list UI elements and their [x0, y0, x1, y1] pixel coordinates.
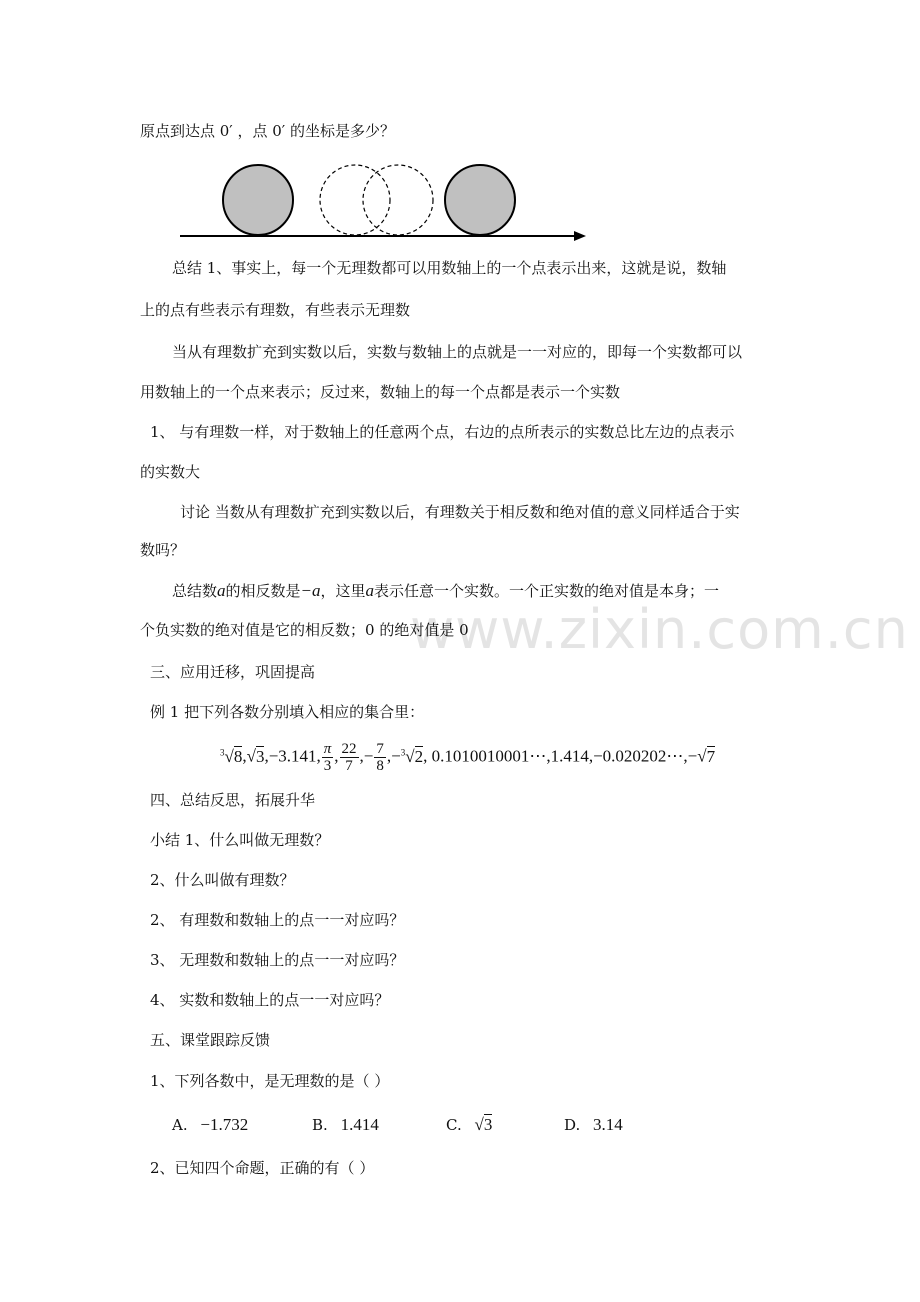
variable-a: a: [217, 581, 226, 600]
discussion-line-2: 数吗？: [140, 541, 186, 559]
question-line: 原点到达点 0′ ，点 0′ 的坐标是多少？: [140, 122, 395, 140]
option-a: [172, 1114, 248, 1136]
paragraph-3-line-2: 的实数大: [140, 463, 201, 481]
paragraph-2-line-2: 用数轴上的一个点来表示；反过来，数轴上的每一个点都是表示一个实数: [140, 383, 621, 401]
paragraph-3-line-1: 1、 与有理数一样，对于数轴上的任意两个点，右边的点所表示的实数总比左边的点表示: [150, 423, 735, 441]
start-circle: [223, 165, 293, 235]
paragraph-2-line-1: 当从有理数扩充到实数以后，实数与数轴上的点就是一一对应的，即每一个实数都可以: [172, 343, 743, 361]
option-b: [312, 1114, 379, 1136]
option-a-label: A.: [172, 1116, 188, 1134]
summary-2-mid: 的相反数是: [225, 582, 301, 600]
fraction-7-8: $\frac{7}{8}$: [376, 741, 384, 775]
summary-2-line-1: [172, 581, 719, 601]
option-c-value: √3: [474, 1115, 493, 1134]
recap-question-3: 2、 有理数和数轴上的点一一对应吗？: [150, 911, 405, 929]
number-axis-diagram: [170, 156, 590, 248]
sqrt-7: √7: [697, 746, 716, 766]
test-question-2: 2、已知四个命题，正确的有（ ）: [150, 1159, 375, 1177]
end-circle: [445, 165, 515, 235]
option-d: [564, 1114, 623, 1136]
rolling-circle-1: [320, 165, 390, 235]
section-3-heading: 三、应用迁移，巩固提高: [150, 663, 316, 681]
summary-1-line-1: 总结 1、事实上，每一个无理数都可以用数轴上的一个点表示出来，这就是说，数轴: [172, 259, 727, 277]
number-segment-2: , 0.1010010001⋯,1.414,−0.020202⋯,−: [423, 746, 698, 766]
section-4-heading: 四、总结反思，拓展升华: [150, 791, 316, 809]
number-segment-1: ,−3.141,: [264, 746, 321, 766]
recap-question-1: 小结 1、什么叫做无理数？: [150, 831, 330, 849]
recap-question-4: 3、 无理数和数轴上的点一一对应吗？: [150, 951, 405, 969]
summary-2-line-2: 个负实数的绝对值是它的相反数；0 的绝对值是 0: [140, 621, 469, 639]
summary-1-line-2: 上的点有些表示有理数，有些表示无理数: [140, 301, 411, 319]
recap-question-5: 4、 实数和数轴上的点一一对应吗？: [150, 991, 390, 1009]
sqrt-3: √3: [246, 746, 265, 766]
summary-2-prefix: 总结数: [172, 582, 218, 600]
option-c: [446, 1114, 492, 1136]
option-a-value: −1.732: [200, 1115, 249, 1134]
fraction-pi-3: $\frac{\pi}{3}$: [323, 741, 332, 775]
variable-a-2: a: [365, 581, 375, 600]
test-question-1: 1、下列各数中，是无理数的是（ ）: [150, 1072, 390, 1090]
option-d-label: D.: [564, 1116, 581, 1134]
watermark: www.zixin.com.cn: [410, 598, 909, 661]
section-5-heading: 五、课堂跟踪反馈: [150, 1031, 271, 1049]
option-b-value: 1.414: [340, 1115, 379, 1134]
cbrt-2: $^3$√2: [400, 746, 424, 766]
recap-question-2: 2、什么叫做有理数？: [150, 871, 295, 889]
option-d-value: 3.14: [593, 1115, 623, 1134]
discussion-line-1: 讨论 当数从有理数扩充到实数以后，有理数关于相反数和绝对值的意义同样适合于实: [180, 503, 740, 521]
fraction-22-7: $\frac{22}{7}$: [341, 741, 357, 775]
option-c-label: C.: [446, 1116, 462, 1134]
rolling-circle-2: [363, 165, 433, 235]
summary-2-post2: 表示任意一个实数。一个正实数的绝对值是本身；一: [374, 582, 720, 600]
summary-2-post1: ，这里: [320, 582, 366, 600]
example-1-heading: 例 1 把下列各数分别填入相应的集合里：: [150, 703, 425, 721]
number-list-formula: $^3$√8,√3,−3.141, $\frac{\pi}{3}$ , $\frac{22}{7}$ ,− $\frac{7}{8}$ ,−$^3$√2, 0.1010010001⋯,1.414,−0.020202⋯,−√7: [220, 741, 716, 775]
option-b-label: B.: [312, 1116, 328, 1134]
axis-arrow: [574, 231, 586, 241]
negative-a: −a: [300, 581, 321, 600]
cbrt-8: $^3$√8: [220, 746, 243, 766]
